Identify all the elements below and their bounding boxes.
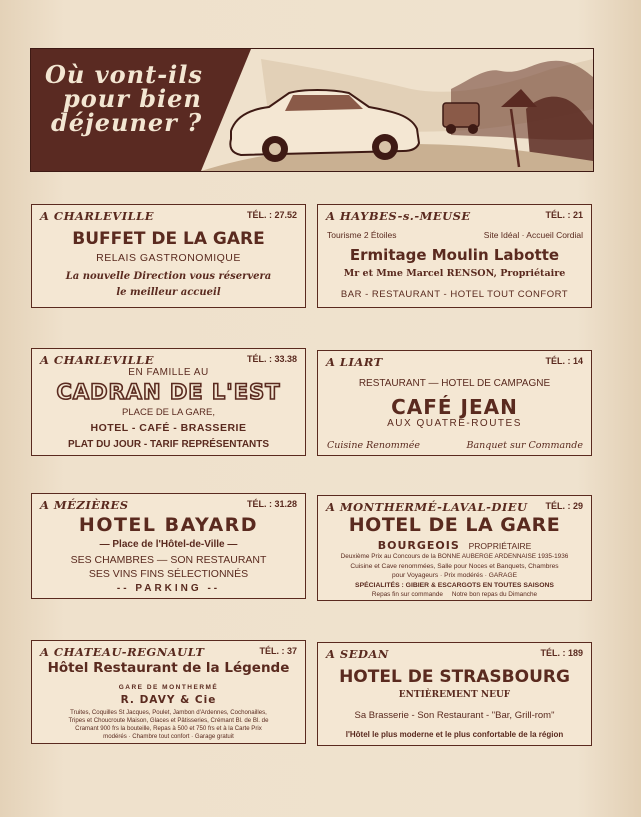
ad-owner-role: PROPRIÉTAIRE [468,541,532,551]
ad-phone: TÉL. : 14 [545,356,583,366]
header-banner [30,48,594,172]
ad-hotel-de-strasbourg [317,642,592,746]
ad-text: modérés · Chambre tout confort · Garage gratuit [103,733,234,740]
ad-hotel-de-la-legende [31,640,306,744]
ad-phone: TÉL. : 29 [545,501,583,511]
ad-title: HOTEL DE STRASBOURG [339,667,570,687]
ad-note: Cuisine Renommée [327,440,420,451]
ad-ermitage-moulin-labotte [317,204,592,308]
ad-services: Sa Brasserie - Son Restaurant - "Bar, Grill-rom" [354,710,555,721]
ad-owner: R. DAVY & Cie [120,694,217,706]
ad-owner-name: BOURGEOIS [377,539,460,552]
ad-extra: l'Hôtel le plus moderne et le plus confortable de la région [345,730,564,739]
ad-title: Hôtel Restaurant de la Légende [47,660,290,676]
ad-address: PLACE DE LA GARE, [122,407,215,418]
ad-location: A MONTHERMÉ-LAVAL-DIEU [326,500,528,514]
ad-title: HOTEL DE LA GARE [348,514,561,536]
ad-services: HOTEL - CAFÉ - BRASSERIE [90,422,247,434]
ad-location: A MÉZIÈRES [40,498,129,512]
ad-owner: Mr et Mme Marcel RENSON, Propriétaire [343,268,566,279]
ad-location: A CHATEAU-REGNAULT [40,645,205,659]
ad-subtitle: GARE DE MONTHERMÉ [118,684,219,691]
ad-text: Cuisine et Cave renommées, Salle pour Noces et Banquets, Chambres [350,563,559,570]
ad-phone: TÉL. : 33.38 [246,354,297,364]
ad-note: Tourisme 2 Étoiles [327,230,397,240]
slogan-line: pour bien [63,84,202,113]
ad-title: CAFÉ JEAN [391,395,518,419]
ad-buffet-de-la-gare [31,204,306,308]
ad-cadran-de-l-est [31,348,306,456]
ad-title: BUFFET DE LA GARE [72,229,265,249]
ad-extra: -- PARKING -- [116,583,221,594]
ad-text: Repas fin sur commande Notre bon repas du Dimanche [371,591,538,598]
ad-title: Ermitage Moulin Labotte [349,246,560,264]
banner-slogan [45,60,265,137]
ad-location: A SEDAN [326,647,389,661]
ad-text: Deuxième Prix au Concours de la BONNE AUBERGE ARDENNAISE 1935-1936 [340,553,569,560]
ad-subtitle: RELAIS GASTRONOMIQUE [96,252,241,264]
ad-subtitle: AUX QUATRE-ROUTES [387,418,522,429]
ad-text: Cramant 900 frs la bouteille, Repas à 500 et 750 frs et à la Carte Prix [75,725,262,732]
ad-cafe-jean [317,350,592,456]
slogan-line: déjeuner ? [51,108,203,137]
ad-hotel-bayard [31,493,306,599]
ad-phone: TÉL. : 189 [540,648,583,658]
ad-text: SES VINS FINS SÉLECTIONNÉS [88,568,249,580]
ad-subtitle: ENTIÈREMENT NEUF [398,690,511,700]
ad-text: Truites, Coquilles St Jacques, Poulet, Jambon d'Ardennes, Cochonailles, [70,709,267,716]
ad-location: A CHARLEVILLE [40,353,155,367]
ad-phone: TÉL. : 31.28 [246,499,297,509]
ad-text: SPÉCIALITÉS : GIBIER & ESCARGOTS EN TOUTES SAISONS [355,582,554,589]
ad-location: A CHARLEVILLE [40,209,155,223]
ad-location: A HAYBES-s.-MEUSE [326,209,471,223]
ad-phone: TÉL. : 27.52 [246,210,297,220]
ad-hotel-de-la-gare-montherme [317,495,592,601]
ad-title: CADRAN DE L'EST [56,380,281,404]
ad-text: pour Voyageurs · Prix modérés · GARAGE [392,572,517,579]
ad-phone: TÉL. : 37 [259,646,297,656]
ad-extra: PLAT DU JOUR - TARIF REPRÉSENTANTS [67,439,270,450]
ad-services: BAR - RESTAURANT - HOTEL TOUT CONFORT [340,289,569,300]
ad-owner [318,539,591,552]
ad-note: Banquet sur Commande [466,440,583,451]
ad-text: le meilleur accueil [116,287,221,298]
ad-note: Site Idéal · Accueil Cordial [483,230,583,240]
ad-intro: RESTAURANT — HOTEL DE CAMPAGNE [358,378,551,389]
ad-text: SES CHAMBRES — SON RESTAURANT [70,554,267,566]
ad-intro: EN FAMILLE AU [128,367,209,378]
ad-phone: TÉL. : 21 [545,210,583,220]
ad-text: Tripes et Choucroute Maison, Glaces et Pâtisseries, Crémant Bl. de Bl. de [68,717,269,724]
ad-title: HOTEL BAYARD [78,514,259,536]
ad-text: La nouvelle Direction vous réservera [65,271,272,282]
ad-address: — Place de l'Hôtel-de-Ville — [99,539,238,550]
ad-location: A LIART [326,355,383,369]
slogan-line: Où vont-ils [45,60,203,89]
